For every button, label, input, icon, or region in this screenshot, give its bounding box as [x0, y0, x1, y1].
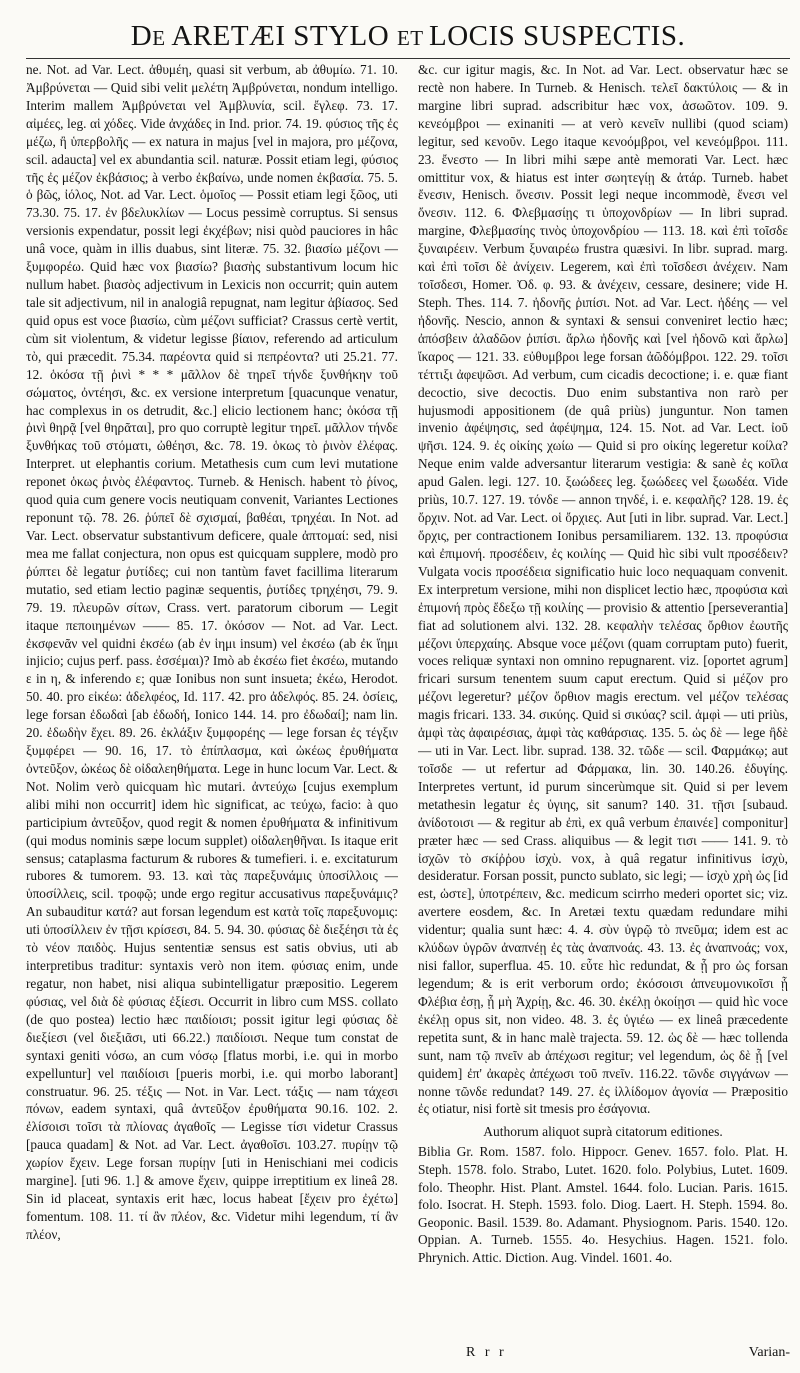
header-rule [26, 58, 790, 59]
running-head-w11: USPECTIS. [539, 20, 686, 52]
running-head [26, 14, 790, 58]
page-footer [26, 1345, 790, 1365]
running-head-w9: OCIS [447, 20, 524, 52]
running-head-w6: TYLO [309, 20, 397, 52]
running-head-w3: A [171, 20, 193, 52]
running-head-w2: E [152, 26, 172, 50]
editions-section [418, 1122, 788, 1266]
text-columns [26, 61, 790, 1336]
running-head-w8: L [429, 20, 448, 52]
right-column [418, 61, 788, 1336]
editions-list: Biblia Gr. Rom. 1587. folo. Hippocr. Genev. 1657. folo. Plat. H. Steph. 1578. folo. Strabo, Lutet. 1620. folo. Polybius, Lutet. 1609. folo. Theophr. Hist. Plant. Amstel. 1644. folo. Lucian. Paris. 1615. folo. Isocrat. H. Steph. 1593. folo. Diog. Laert. H. Steph. 1594. 8o. Geoponic. Basil. 1539. 8o. Adamant. Physiognom. Paris. 1540. 12o. Oppian. A. Turneb. 1555. 4o. Hesychius. Hagen. 1521. folo. Phrynich. Attic. Diction. Aug. Vindel. 1601. 4o. [418, 1144, 788, 1265]
running-head-w4: RETÆI [192, 20, 294, 52]
signature-mark: R r r [466, 1345, 507, 1360]
left-column-text: ne. Not. ad Var. Lect. ἀθυμέη, quasi sit verbum, ab ἀθυμίω. 71. 10. Ἀμβρύνεται — Quid sibi velit μελέτη Ἀμβρύνεται, nondum intelligo. Interim mallem Ἀμβρύνεται vel Ἀμβλυνία, scil. ἔγλεφ. 73. 17. αἰμέες, leg. αἱ χόδες. Vide ἀνχάδες in Ind. prior. 74. 19. φύσιος τῆς ἐς μέζω, ἢ ὑπερβολῆς — ex natura in majus [vel in majora, pro μέζονα, scil. adaucta] vel ex abundantia scil. naturæ. Possit etiam legi, φύσιος τῆς ἐς μέζον ἐκβάσιος; à verbo ἐκβαίνω, unde nomen ἐκβασία. 75. 5. ὁ βῶς, ἰόλος, Not. ad Var. Lect. ὁμοῖος — Possit etiam legi ξῶος, uti 73.30. 75. 17. ἐν βδελυκλίων — Locus pessimè corruptus. Si sensus versionis expendatur, possit legi ἐκχέβων; nisi quòd pauciores in hâc unâ voce, quàm in illis duabus, sint literæ. 75. 32. βιασίω μέζονι — ξυμφορέω. Quid hæc vox βιασίω? βιασὴς substantivum locum hic nullum habet. βιασὸς adjectivum in Lexicis non occurrit; quin autem tale sit adjectivum, nil in analogiâ repugnat, nam legitur ἀβίασος. Sed quid opus est voce βιασίω, cùm μέζονι sufficiat? Crassus certè vertit, cùm sit violentum, & videtur legisse βίαιον, referendo ad articulum τὸ, qui præcedit. 75.34. παρέοντα quid si πεπρέοντα? uti 25.21. 77. 12. ὁκόσα τῇ ῥινὶ * * * μᾶλλον δὲ τηρεῖ τήνδε ξυνθήκην τοῦ σώματος, ὀντέησι, &c. ex versione interpretum [quacunque venatur, hac complexus in os detrudit, &c.] elicio lectionem hanc; ὁκόσα τῇ ῥινὶ θηρᾷ [vel θηρᾶται], pro quo corruptè legitur τηρεῖ. μᾶλλον τήνδε ξυνθήκας τοῦ στόματι, ὠθέησι, &c. 78. 19. ὁκως τὸ ῥινὸν ἐλέφας. Interpret. ut elephantis corium. Metathesis cum cum levi mutatione reponet ὁκως ῥινὸς ἐλέφαντος. Turneb. & Henisch. habent τὸ ῥίνος, quod quia cum genere vocis neutiquam convenit, Variantes Lectiones reponunt τῷ. 78. 26. ῥύπεῖ δὲ σχισμαί, βαθέαι, τρηχέαι. In Not. ad Var. Lect. observatur substantivum deficere, quale ἀπτομαί: sed, nisi mea me fallat conjectura, non opus est quicquam supplere, modò pro ῥύπτει δὲ legatur ῥυτίδες; cui non tantùm favet facillima literarum mutatio, sed etiam lectio paginæ sequentis, ῥυτίδες τρηχέησι, 79. 9. 79. 19. πλευρῶν σίτων, Crass. vert. paratorum ciborum — Legit itaque πεποιημένων —— 85. 17. ὀκόσον — Not. ad Var. Lect. ἐκσφενᾶν vel quidni ἐκσέω (ab ἐν ἱημι insum) vel ἐκσέω (ab ἐκ ἵημι injicio; cujus perf. pass. ἐσσέμαι)? Imò ab ἐκσέω fiet ἐκσέω, mutando ε in η, & inferendo ε; quæ Ionibus non sunt insueta; ἐκέω, Herodot. 50. 40. pro εἰκέω: ἀδελφέος, Id. 117. 42. pro ἀδελφός. 85. 24. ὀσίεις, lege forsan ἐδωδαὶ [ab ἐδωδή, Ionico 144. 14. pro ἐδωδαί]; nam lin. 20. ἐδωδὴν ἔχει. 89. 26. ἐκλάξιν ξυμφορέης — lege forsan ἐς τέγξιν ξυμφέρει — 90. 16, 17. τὸ ἐπίπλασμα, καὶ ὠκέως ἐρυθήματα ὀντεῦξον, ὠκέως δὲ οἰδαλεηθήματα. Lege in hunc locum Var. Lect. & Not. Nolim verò quicquam hìc mutari. ἀντεύχω [cujus exemplum alibi mihi non occurrit] idem hìc significat, ac τεύχω, facio: à quo participium ἀντεῦξον, quod regit & nomen ἐρυθήματα & infinitivum (qui modus nominis sæpe locum supplet) οἰδαλεηθῆναι. Is itaque erit sensus; cataplasma facturum & rubores & tumefieri. i. e. excitaturum rubores & tumorem. 93. 13. καὶ τὰς παρεξυνάμις ὑποσίλλοις — ὑποσίλλεις, scil. τροφῷ; unde ergo regitur accusativus παρεξυνάμις? An subauditur κατά? aut forsan legendum est κατὰ τοῖς παρεξυνομις: uti ὑποσίλλειν ἐν τῇσι κρίσεσι, 84. 5. 94. 30. φύσιας δὲ διεξέησι τὰ ἐς τὸ νέον παιδὸς. Hujus sententiæ sensus est satis obvius, uti ab interpretibus traditur: syntaxis verò non item. φύσιας enim, unde regatur, non habet, nisi aliqua subintelligatur præpositio. Legerem φύσιας, vel διὰ δὲ φύσιας ἐξίεσι. Occurrit in libro cum MSS. collato (de quo postea) lectio hæc παιδίοισι; possit igitur legi φύσιας δὲ διεξίεσι (vel διεξιᾶσι, uti 66.22.) παιδίοισι. Neque tum constat de syntaxi geniti νόσω, an cum νόσῳ [flatus morbi, i.e. qui in morbo expelluntur] vel παιδίοισι [pueris morbi, i.e. qui morbo laborant] construatur. 96. 25. τέξις — Not. in Var. Lect. τάξις — nam τάχεσι πόνων, eadem syntaxi, quâ ἀντεῦξον ἐρυθήματα 90.16. 102. 2. ἐλίσοισι τοῖσι τὰ πλίονας ἀγαθοῖς — Legisse τίσι videtur Crassus [pauca quadam] & Not. ad Var. Lect. ἀγαθοῖσι. 103.27. πυρίῃν τῷ χωρίον ἔχειν. Lege forsan πυρίῃν [uti in Henischiani mei codicis margine]. [uti 96. 1.] & amove ἔχειν, quippe irreptitium ex lineâ 28. Sin id placeat, syntaxis erit hæc, locus habeat [ἔχειν pro ἐχέτω] fomentum. 108. 11. τί ἂν πλέον, &c. Videtur mihi legendum, τί ἂν πλέον, [26, 62, 398, 1242]
running-head-w5: S [293, 20, 310, 52]
catchword: Varian- [748, 1345, 790, 1360]
running-head-w10: S [523, 20, 540, 52]
left-column [26, 61, 398, 1336]
running-head-w7: ET [396, 26, 429, 50]
editions-title: Authorum aliquot suprà citatorum editiones. [483, 1124, 723, 1140]
right-column-text: &c. cur igitur magis, &c. In Not. ad Var. Lect. observatur hæc se rectè non habere. In Turneb. & Henisch. τελεῖ δακτύλοις — & in margine libri suprad. adscribitur hæc vox, ἀσωῶτον. 109. 9. κενεόμβροι — exinaniti — at verò κενεῖν nullibi (quod sciam) legitur, sed κενοῦν. Lego itaque κενοόμβροι, vel κενεόμβροι. 111. 23. ἔνεστο — In libri mihi sæpe antè memorati Var. Lect. hæc omittitur vox, & hiatus est inter σωητεγίῃ & ἀτάρ. Turneb. habet ἔνεσιν, Henisch. ὄνεσιν. Possit legi neque incommodè, ἔνεσι vel ὄνεσιν. 112. 6. Φλεβμασίῃς τι ὑποχονδρίων — In libri suprad. margine, Φλεβμασίης τινὸς ὑποχονδρίου — 113. 18. καὶ ἐπὶ τοῖσδε ξυναιρέειν. Verbum ξυναιρέω frustra quæsivi. In libr. suprad. marg. καὶ ἐπὶ τοῖσι δὲ ἀνίχειν. Legerem, καὶ ἐπὶ τοῖσδεσι ἀνέχειν. Nam τοῖσδεσι, Homer. Ὀδ. φ. 93. & ἀνέχειν, cessare, desinere; vide H. Steph. Thes. 114. 7. ἠδονῆς ῥιπίσι. Not. ad Var. Lect. ἠδέης — vel ἠδονῆς. Nescio, annon & syntaxi & sensui conveniret lectio hæc; ἀπόσβειν ἀλαδῶον ῥιπίσι. ἄρλω ἠδονῆς καὶ [vel ἠδονῶ καὶ ἄρλω] ἴκαρος — 121. 33. εὐθυμβροι lege forsan ἀῶδόμβροι. 122. 29. τοῖσι τέττιξι ἀφεψῶσι. Ad verbum, cum cicadis decoctione; i. e. quæ fiant decoctio, sive decoctis. Duo enim substantiva non rarò per hujusmodi appositionem (de quâ priùs) junguntur. Non tamen invenio ἀφέψησις, sed ἀφέψημα, 124. 15. Not. ad Var. Lect. ἰοῦ ψῆσι. 124. 9. ἐς οἰκίης χωίω — Quid si pro οἰκίης legeretur κοίλα? Neque enim valde adversantur literarum vestigia: & sanè ἐς κοῖλα apud Galen. legi. 127. 10. ξωώδεες leg. ξωώδεες vel ξωωδέα. Vide priùs, 10.7. 127. 19. τόνδε — annon τηνδέ, i. e. κεφαλῆς? 128. 19. ἐς ὄρχιν. Not. ad Var. Lect. οἱ ὄρχιες. Aut [uti in libr. suprad. Var. Lect.] ὄρχις, per contractionem Ionibus persamiliarem. 132. 13. προφύσια καὶ ἐπιμονή. προσέδειν, ἐς κοιλίης — Quid hìc sibi vult προσέδειν? Vulgata vocis προσέδεια significatio huic loco nequaquam convenit. Ex interpretum versione, mihi non displicet lectio hæc, προφύσια καὶ ἐπιμονή πρὸς ἔδεξω τῇ κοιλίης — provisio & attentio [perseverantia] fiat ad solutionem alvi. 132. 28. κεφαλὴν τελέσας ὄρθιον ἐωυτῆς μέζονι ὑπερχαίης. Absque voce μέζονι (quam corruptam puto) fuerit, voces reliquæ syntaxi non omnino repugnarent. viz. [oportet agrum] fricari sursum tenentem suum caput erectum. Quid si μέζον pro μέζονι legeretur? μέζον ὄρθιον magis erectum. vel μέζον τελέσας magis fricari. 133. 34. σικύης. Quid si σικύας? scil. ἀμφὶ — uti priùs, ἀμφὶ τὰς ἀφαιρέσιας, ἀμφὶ τὰς καθάρσιας. 135. 5. ὡς δὲ — lege ἢδὲ — uti in Var. Lect. libr. suprad. 138. 32. τῶδε — scil. Φαρμάκῳ; aut τοῖσδε — ut refertur ad Φάρμακα, lin. 30. 140.26. ἐδυγίης. Interpretes vertunt, id purum sincerùmque sit. Quid si per levem metathesin legatur ἐς ὑγιης, sit sanum? 140. 31. τῇσι [subaud. ἀνίδοτοισι — & regitur ab ἐπὶ, ex quâ verbum ἐπαινέε] componitur] præter hæc — sed Crass. aliquibus — & legit τισι —— 141. 9. τὸ ἰσχῶν τὸ σκίῤῥου ἰσχὺ. vox, à quâ regatur infinitivus ἰσχὺ, desideratur. Forsan possit, puncto sublato, sic legi; — ἰσχὺ χρὴ ὡς [id est, ὡστε], ὑποτρέπειν, &c. medicum scirrho mederi oportet sic; viz. avertere eosdem, &c. In Aretæi textu quædam redundare mihi videntur; qualia sunt hæc: 4. 4. σὺν ὑγρῷ τὸ πνεῦμα; idem est ac κλύδων ὑγρῶν ἀναπνέῃ ἐς τὰς ἀναπνοάς. 43. 13. ἐς ἀναπνοάς; vox, nisi fallor, superflua. 45. 10. εὖτε hìc redundat, & ᾗ pro ὡς forsan legendum; & is erit verborum ordo; ἐκόσοισι ἀπνευμονικοῖσι ᾗ Φλέβια ἐσῃ, ᾗ μὴ Ἀχρίῃ, &c. 46. 30. ἐκέλῃ ὁκοίῃσι — quid hìc voce ἐκέλῃ opus sit, non video. 48. 3. ἐς ὑγιέω — ex lineâ præcedente repetita sunt, & in hanc malè trajecta. 59. 12. ὡς δὲ — hæc tollenda sunt, nam τῷ πνεῖν ab ἀπέχωσι regitur; vel legendum, ὡς δὲ ᾗ [vel quidem] ἐπ' ἀκαρὲς ἀπέχωσι τοῦ πνεῖν. 116.22. τῶνδε σιγγάνων — nonne τῶνδε redundat? 149. 27. ἐς ἰλλίδομον ἀγονία — Præpositio ἐς otiatur, nisi fortè sit tmesis pro ἐσάγονια. [418, 62, 788, 1117]
running-head-w1: D [130, 20, 153, 52]
